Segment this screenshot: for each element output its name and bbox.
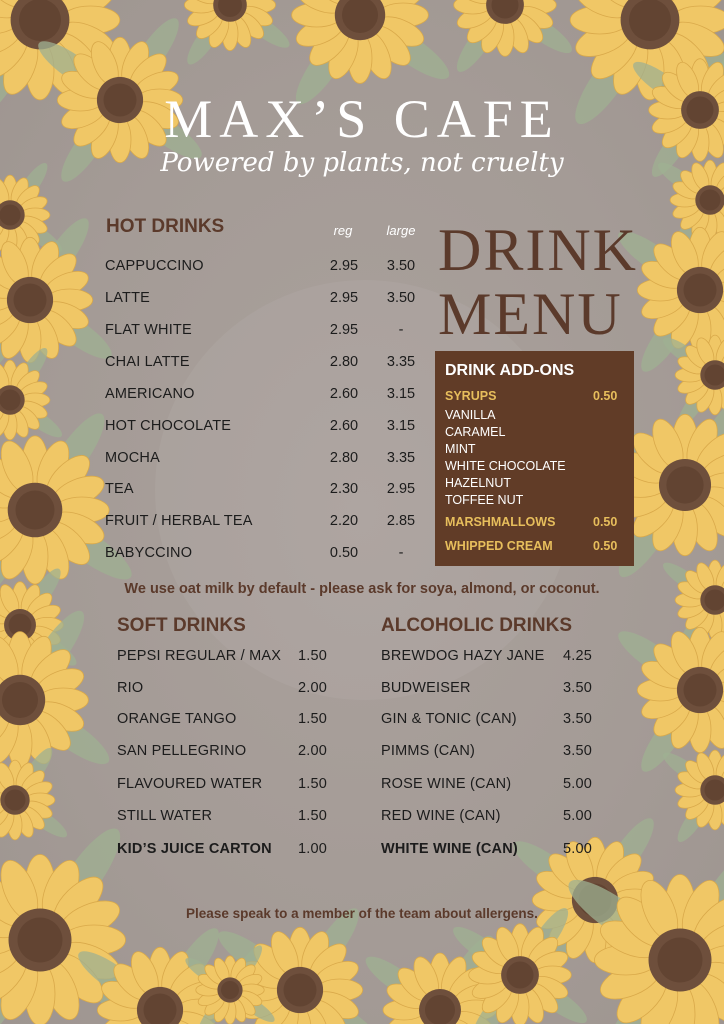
hot-drink-reg-price: 2.80 [329,450,359,466]
hot-drink-name: MOCHA [105,450,160,466]
alcoholic-drink-price: 3.50 [563,680,593,696]
soft-drink-name: ORANGE TANGO [117,711,237,727]
syrup-option: HAZELNUT [445,476,511,490]
addons-heading: DRINK ADD-ONS [445,362,575,379]
syrup-option: CARAMEL [445,425,506,439]
soft-drinks-heading: SOFT DRINKS [117,615,246,636]
soft-drink-price: 2.00 [298,743,328,759]
alcoholic-drink-name: GIN & TONIC (CAN) [381,711,517,727]
drink-menu-heading-line-1: DRINK [438,217,638,283]
hot-drink-name: FRUIT / HERBAL TEA [105,513,253,529]
whipped-cream-label: WHIPPED CREAM [445,539,553,553]
cafe-tagline: Powered by plants, not cruelty [160,148,564,178]
sunflower-icon [433,0,577,77]
alcoholic-drink-name: PIMMS (CAN) [381,743,476,759]
syrup-option: WHITE CHOCOLATE [445,459,566,473]
soft-drink-price: 1.50 [298,648,328,664]
hot-drink-name: CAPPUCCINO [105,258,204,274]
hot-drink-reg-price: 2.20 [329,513,359,529]
cafe-title: MAX’S CAFE [164,89,560,149]
hot-drink-large-price: 2.95 [386,481,416,497]
alcoholic-drink-name: RED WINE (CAN) [381,808,501,824]
hot-drink-name: FLAT WHITE [105,322,192,338]
alcoholic-drink-price: 4.25 [563,648,593,664]
soft-drink-price: 2.00 [298,680,328,696]
soft-drink-name: FLAVOURED WATER [117,776,263,792]
hot-drink-name: AMERICANO [105,386,195,402]
hot-drink-reg-price: 2.95 [329,322,359,338]
alcoholic-drink-name: BREWDOG HAZY JANE [381,648,545,664]
whipped-cream-price: 0.50 [593,539,618,553]
hot-drink-name: CHAI LATTE [105,354,190,370]
soft-drink-name: STILL WATER [117,808,213,824]
marshmallows-label: MARSHMALLOWS [445,515,556,529]
alcoholic-drink-name: BUDWEISER [381,680,471,696]
allergen-note: Please speak to a member of the team about allergens. [186,906,538,921]
hot-drink-large-price: 2.85 [386,513,416,529]
soft-drink-price: 1.00 [298,841,328,857]
marshmallows-price: 0.50 [593,515,618,529]
hot-drink-reg-price: 2.80 [329,354,359,370]
hot-drink-reg-price: 2.95 [329,290,359,306]
sunflower-icon [166,0,294,69]
drink-menu-heading-line-2: MENU [438,281,623,347]
syrup-option: VANILLA [445,408,496,422]
hot-drink-reg-price: 2.60 [329,418,359,434]
hot-drink-name: BABYCCINO [105,545,193,561]
syrup-option: TOFFEE NUT [445,493,524,507]
hot-drink-large-price: 3.35 [386,354,416,370]
alcoholic-drinks-heading: ALCOHOLIC DRINKS [381,615,573,636]
hot-drink-reg-price: 2.95 [329,258,359,274]
hot-drink-large-price: 3.50 [386,258,416,274]
soft-drink-price: 1.50 [298,808,328,824]
hot-drink-name: TEA [105,481,134,497]
soft-drink-price: 1.50 [298,711,328,727]
alcoholic-drink-price: 3.50 [563,711,593,727]
hot-drink-large-price: 3.15 [386,418,416,434]
hot-drink-large-price: 3.35 [386,450,416,466]
hot-drink-reg-price: 0.50 [329,545,359,561]
hot-drink-name: LATTE [105,290,151,306]
soft-drink-name: SAN PELLEGRINO [117,743,247,759]
alcoholic-drink-name: ROSE WINE (CAN) [381,776,512,792]
milk-note: We use oat milk by default - please ask for soya, almond, or coconut. [124,581,600,597]
syrups-price: 0.50 [593,389,618,403]
drink-addons-panel [435,351,634,566]
syrups-label: SYRUPS [445,389,497,403]
soft-drink-name: RIO [117,680,144,696]
column-large-header: large [386,223,416,238]
syrup-option: MINT [445,442,476,456]
hot-drink-large-price: 3.50 [386,290,416,306]
sunflower-icon [0,744,71,856]
alcoholic-drink-price: 5.00 [563,841,593,857]
soft-drink-price: 1.50 [298,776,328,792]
column-reg-header: reg [333,223,353,238]
hot-drink-name: HOT CHOCOLATE [105,418,232,434]
alcoholic-drink-name: WHITE WINE (CAN) [381,841,518,857]
hot-drink-large-price: - [398,322,404,338]
hot-drink-reg-price: 2.30 [329,481,359,497]
hot-drink-large-price: 3.15 [386,386,416,402]
soft-drink-name: PEPSI REGULAR / MAX [117,648,282,664]
alcoholic-drink-price: 5.00 [563,808,593,824]
alcoholic-drink-price: 5.00 [563,776,593,792]
soft-drink-name: KID’S JUICE CARTON [117,841,272,857]
hot-drinks-heading: HOT DRINKS [106,216,225,237]
hot-drink-reg-price: 2.60 [329,386,359,402]
alcoholic-drink-price: 3.50 [563,743,593,759]
hot-drink-large-price: - [398,545,404,561]
